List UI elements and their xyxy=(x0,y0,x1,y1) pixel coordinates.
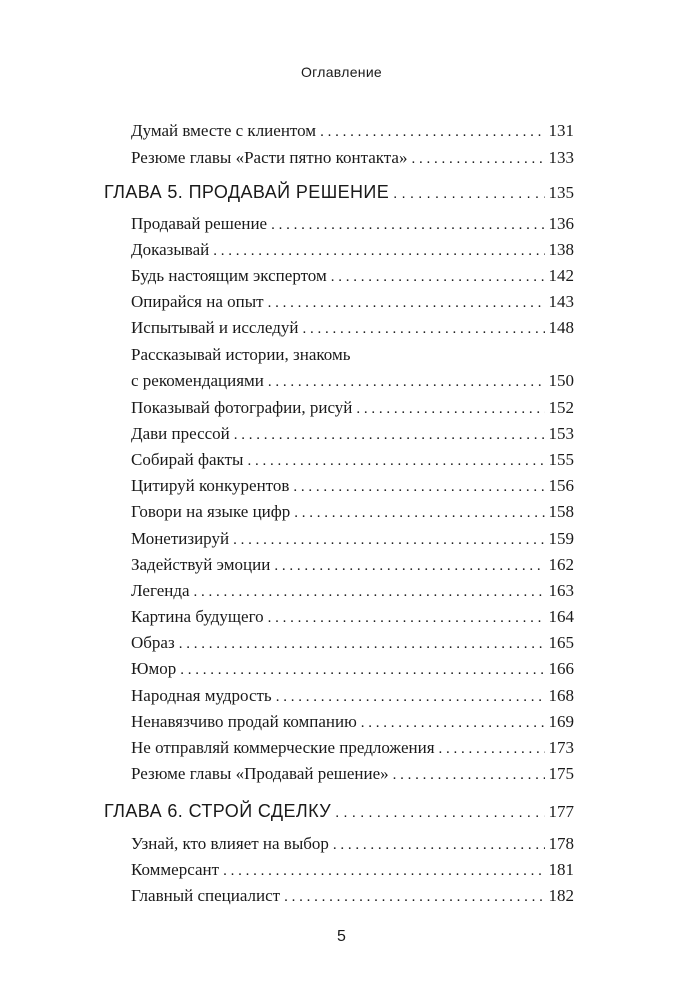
leader-dots xyxy=(268,372,545,392)
toc-entry-page: 133 xyxy=(548,148,574,167)
toc-entry-page: 175 xyxy=(548,764,574,783)
toc-entry[interactable] xyxy=(131,738,574,759)
toc-entry-title: Юмор xyxy=(131,659,177,678)
toc-entry[interactable] xyxy=(131,424,574,445)
toc-entry-page: 158 xyxy=(548,502,574,521)
chapter-heading-5[interactable] xyxy=(104,182,574,204)
leader-dots xyxy=(179,634,545,654)
toc-entry-title-line1[interactable]: Рассказывай истории, знакомь xyxy=(131,345,351,364)
running-head: Оглавление xyxy=(300,64,383,80)
toc-entry[interactable] xyxy=(131,633,574,654)
toc-entry-page: 148 xyxy=(548,318,574,337)
toc-entry-page: 131 xyxy=(548,121,574,140)
toc-entry[interactable] xyxy=(131,292,574,313)
leader-dots xyxy=(284,887,544,907)
toc-entry[interactable] xyxy=(131,502,574,523)
toc-entry-page: 159 xyxy=(548,529,574,548)
chapter-page: 135 xyxy=(548,183,574,202)
toc-entry-page: 142 xyxy=(548,266,574,285)
toc-entry-title: Не отправляй коммерческие предложения xyxy=(131,738,435,757)
leader-dots xyxy=(276,687,545,707)
leader-dots xyxy=(411,149,544,169)
leader-dots xyxy=(393,765,545,785)
leader-dots xyxy=(274,556,544,576)
toc-entry-title: Картина будущего xyxy=(131,607,264,626)
toc-entry-page: 178 xyxy=(548,834,574,853)
toc-entry-page: 153 xyxy=(548,424,574,443)
toc-entry[interactable] xyxy=(131,607,574,628)
chapter-heading-6[interactable] xyxy=(104,801,574,823)
toc-entry[interactable] xyxy=(131,686,574,707)
toc-entry-title: Собирай факты xyxy=(131,450,244,469)
leader-dots xyxy=(234,425,545,445)
toc-entry-title: Показывай фотографии, рисуй xyxy=(131,398,353,417)
leader-dots xyxy=(302,319,544,339)
toc-entry-title: Монетизируй xyxy=(131,529,230,548)
toc-entry-title: Цитируй конкурентов xyxy=(131,476,290,495)
leader-dots xyxy=(247,451,544,471)
toc-entry-page: 169 xyxy=(548,712,574,731)
toc-entry[interactable] xyxy=(131,450,574,471)
toc-entry-title: Доказывай xyxy=(131,240,210,259)
toc-entry-title: Образ xyxy=(131,633,175,652)
toc-entry[interactable] xyxy=(131,240,574,261)
toc-entry-title: Думай вместе с клиентом xyxy=(131,121,317,140)
toc-entry-page: 155 xyxy=(548,450,574,469)
leader-dots xyxy=(333,835,545,855)
toc-entry-title-line2: с рекомендациями xyxy=(131,371,264,390)
leader-dots xyxy=(213,241,544,261)
toc-entry-title: Узнай, кто влияет на выбор xyxy=(131,834,329,853)
toc-entry-page: 181 xyxy=(548,860,574,879)
toc-entry-page: 164 xyxy=(548,607,574,626)
toc-entry-page: 162 xyxy=(548,555,574,574)
leader-dots xyxy=(293,477,544,497)
toc-entry-title: Испытывай и исследуй xyxy=(131,318,299,337)
toc-entry-page: 156 xyxy=(548,476,574,495)
toc-entry-page: 173 xyxy=(548,738,574,757)
toc-entry-page: 138 xyxy=(548,240,574,259)
toc-entry-title: Задействуй эмоции xyxy=(131,555,271,574)
toc-entry[interactable] xyxy=(131,834,574,855)
toc-entry-title: Будь настоящим экспертом xyxy=(131,266,327,285)
leader-dots xyxy=(356,399,544,419)
toc-entry-page: 165 xyxy=(548,633,574,652)
chapter-title: ГЛАВА 6. СТРОЙ СДЕЛКУ xyxy=(104,801,332,821)
leader-dots xyxy=(439,739,545,759)
leader-dots xyxy=(294,503,544,523)
toc-entry-title: Ненавязчиво продай компанию xyxy=(131,712,357,731)
toc-entry-page: 166 xyxy=(548,659,574,678)
toc-entry[interactable] xyxy=(131,555,574,576)
toc-entry[interactable] xyxy=(131,318,574,339)
toc-entry[interactable] xyxy=(131,581,574,602)
leader-dots xyxy=(271,215,544,235)
chapter-title: ГЛАВА 5. ПРОДАВАЙ РЕШЕНИЕ xyxy=(104,182,390,202)
toc-entry[interactable] xyxy=(131,371,574,392)
toc-entry-title: Говори на языке цифр xyxy=(131,502,291,521)
leader-dots xyxy=(223,861,544,881)
leader-dots xyxy=(268,293,545,313)
toc-entry-page: 136 xyxy=(548,214,574,233)
toc-entry-title: Коммерсант xyxy=(131,860,220,879)
toc-entry[interactable] xyxy=(131,712,574,733)
leader-dots xyxy=(194,582,545,602)
toc-entry-title: Резюме главы «Расти пятно контакта» xyxy=(131,148,408,167)
leader-dots xyxy=(268,608,545,628)
toc-entry-page: 143 xyxy=(548,292,574,311)
toc-entry[interactable] xyxy=(131,476,574,497)
leader-dots xyxy=(233,530,544,550)
toc-entry-page: 150 xyxy=(548,371,574,390)
toc-entry[interactable] xyxy=(131,266,574,287)
toc-entry-page: 168 xyxy=(548,686,574,705)
leader-dots xyxy=(335,803,544,823)
toc-entry-title: Опирайся на опыт xyxy=(131,292,264,311)
toc-entry-title: Народная мудрость xyxy=(131,686,272,705)
leader-dots xyxy=(320,122,544,142)
toc-entry[interactable] xyxy=(131,121,574,142)
toc-entry[interactable] xyxy=(131,398,574,419)
chapter-page: 177 xyxy=(548,802,574,821)
toc-entry[interactable] xyxy=(131,764,574,785)
toc-entry-title: Главный специалист xyxy=(131,886,281,905)
toc-entry[interactable] xyxy=(131,148,574,169)
leader-dots xyxy=(180,660,544,680)
toc-entry[interactable] xyxy=(131,659,574,680)
leader-dots xyxy=(393,184,544,204)
toc-entry[interactable] xyxy=(131,214,574,235)
toc-entry-title: Продавай решение xyxy=(131,214,268,233)
toc-entry-page: 152 xyxy=(548,398,574,417)
toc-entry-title: Резюме главы «Продавай решение» xyxy=(131,764,389,783)
toc-entry-page: 182 xyxy=(548,886,574,905)
toc-entry[interactable] xyxy=(131,529,574,550)
toc-entry-title: Дави прессой xyxy=(131,424,230,443)
toc-entry[interactable] xyxy=(131,886,574,907)
toc-entry-page: 163 xyxy=(548,581,574,600)
leader-dots xyxy=(331,267,545,287)
page-number: 5 xyxy=(337,928,346,945)
toc-entry-title: Легенда xyxy=(131,581,190,600)
toc-entry[interactable] xyxy=(131,860,574,881)
leader-dots xyxy=(361,713,545,733)
